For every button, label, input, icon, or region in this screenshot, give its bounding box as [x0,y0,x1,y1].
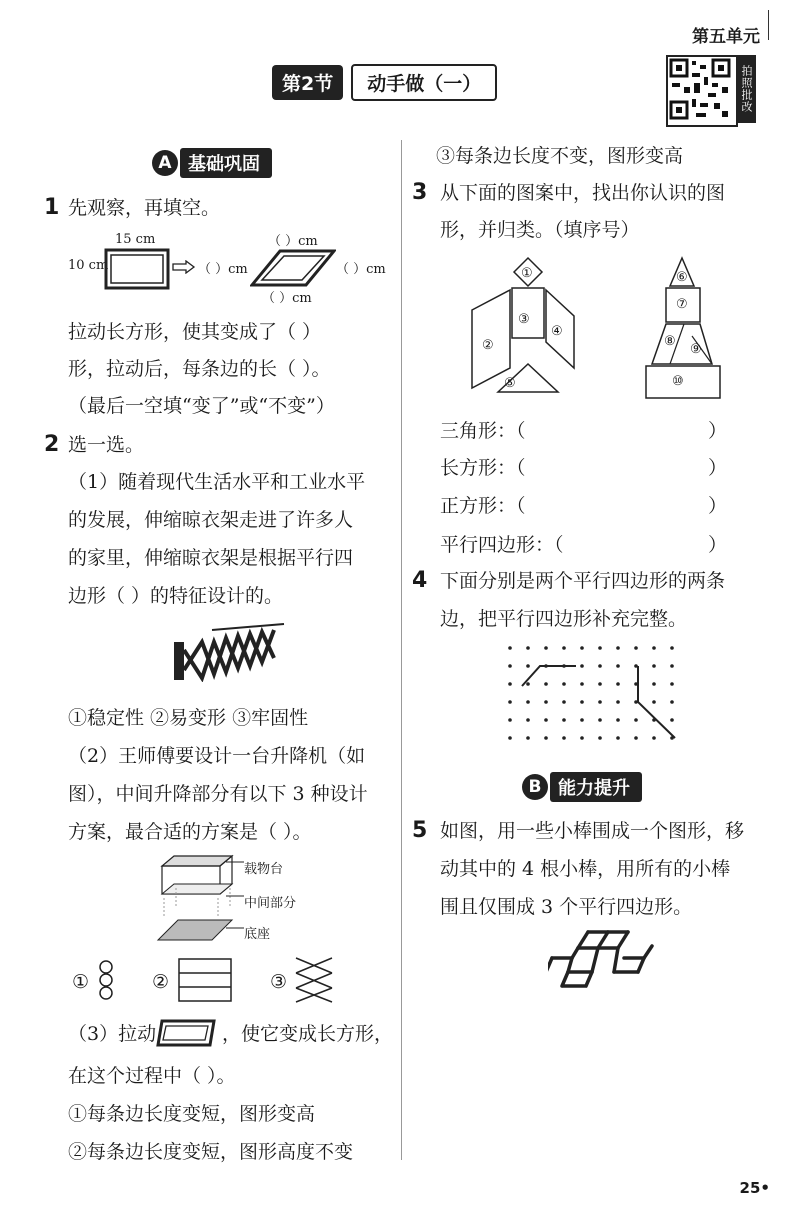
q3-cat-rectangle: 长方形：（ [440,457,526,479]
grid-dot [616,736,620,740]
q5-line-1: 如图，用一些小棒围成一个图形，移 [440,820,745,842]
arrow-right-icon [172,260,196,274]
grid-dot [526,664,530,668]
column-divider [401,140,402,1160]
grid-dot [526,736,530,740]
grid-dot [670,700,674,704]
q3-cat-triangle-end: ） [708,420,728,442]
q2-p3-option-2: ②每条边长度变短，图形高度不变 [68,1141,354,1163]
dot-grid [505,644,691,754]
grid-dot [544,700,548,704]
part-a-badge [152,148,272,178]
q3-number: 3 [412,180,428,205]
grid-dot [598,646,602,650]
fig-label-2: ② [482,338,494,353]
fig-label-4: ④ [551,324,563,339]
fig-label-7: ⑦ [676,297,688,312]
grid-dot [670,664,674,668]
choice-2-label: ② [152,971,170,993]
part-b-label: 能力提升 [550,772,642,802]
grid-dot [580,664,584,668]
lift-pointers [226,856,246,936]
grid-dot [508,682,512,686]
fig-label-9: ⑨ [690,342,702,357]
grid-dot [526,646,530,650]
grid-dot [634,736,638,740]
q2-p3-start: （3）拉动 [68,1023,157,1045]
choice-1-label: ① [72,971,90,993]
q3-cat-parallelogram-end: ） [708,534,728,556]
grid-dot [526,700,530,704]
grid-dot [580,736,584,740]
grid-dot [580,718,584,722]
grid-dot [652,646,656,650]
q2-text: 选一选。 [68,434,145,456]
grid-dot [670,646,674,650]
q2-p3-option-1: ①每条边长度变短，图形变高 [68,1103,316,1125]
grid-dot [508,718,512,722]
grid-dot [508,646,512,650]
q1-para-bottom-blank: （ ）cm [262,291,312,306]
q1-parallelogram-frame [250,248,336,288]
grid-dot [562,682,566,686]
grid-dot [652,682,656,686]
choice-1-circles [96,960,116,1000]
fig-label-6: ⑥ [676,270,688,285]
q1-line-1: 拉动长方形，使其变成了（ ） [68,321,322,343]
grid-dot [562,718,566,722]
section-tag: 第2节 [272,65,343,100]
q2-p2-line-3: 方案，最合适的方案是（ ）。 [68,821,312,843]
grid-dot [508,664,512,668]
q5-line-3: 围且仅围成 3 个平行四边形。 [440,896,693,918]
grid-dot [652,736,656,740]
grid-dot [616,700,620,704]
grid-dot [616,664,620,668]
q1-para-right-blank: （ ）cm [336,262,386,277]
q1-rect-left-label: 10 cm [68,258,109,273]
grid-dot [526,718,530,722]
grid-dot [580,646,584,650]
q3-cat-parallelogram: 平行四边形：（ [440,534,564,556]
grid-dot [616,682,620,686]
choice-3-crosses [294,956,334,1004]
fig-label-8: ⑧ [664,334,676,349]
grid-dot [508,700,512,704]
grid-dot [616,646,620,650]
choice-3-label: ③ [270,971,288,993]
grid-dot [508,736,512,740]
grid-dot [616,718,620,722]
q2-p3-option-3: ③每条边长度不变，图形变高 [436,145,684,167]
grid-dot [598,682,602,686]
section-name: 动手做（一） [351,64,497,101]
page-number: 25• [739,1179,770,1197]
grid-dot [544,682,548,686]
grid-dot [670,682,674,686]
fig-label-10: ⑩ [672,374,684,389]
part-a-letter: A [152,150,178,176]
q1-rect-top-label: 15 cm [115,232,156,247]
q2-p1-line-4: 边形（ ）的特征设计的。 [68,585,284,607]
grid-dot [598,664,602,668]
q3-line-2: 形，并归类。（填序号） [440,219,640,241]
grid-dot [544,718,548,722]
q1-mid-blank: （ ）cm [198,262,248,277]
part-b-letter: B [522,774,548,800]
grid-dot [526,682,530,686]
q3-line-1: 从下面的图案中，找出你认识的图 [440,182,726,204]
q1-text: 先观察，再填空。 [68,197,221,219]
q3-cat-triangle: 三角形：（ [440,420,526,442]
lift-label-mid: 中间部分 [244,896,297,911]
unit-label: 第五单元 [692,27,760,47]
q5-line-2: 动其中的 4 根小棒，用所有的小棒 [440,858,731,880]
q2-p1-line-2: 的发展，伸缩晾衣架走进了许多人 [68,509,354,531]
choice-2-rectangles [178,958,232,1002]
grid-dot [670,718,674,722]
clothes-rack-image [172,620,288,682]
q4-line-2: 边，把平行四边形补充完整。 [440,608,688,630]
grid-dot [562,646,566,650]
grid-dot [634,646,638,650]
q2-options-1: ①稳定性 ②易变形 ③牢固性 [68,707,309,729]
matchstick-figure [548,928,658,990]
q3-cat-square-end: ） [708,495,728,517]
q3-cat-rectangle-end: ） [708,457,728,479]
q1-number: 1 [44,195,60,220]
q2-p3-end: ，使它变成长方形， [222,1023,394,1045]
grid-dot [544,646,548,650]
q1-rectangle-frame [104,248,170,290]
section-title [272,62,497,102]
grid-dot [634,718,638,722]
q2-p3-line-2: 在这个过程中（ ）。 [68,1065,236,1087]
q4-line-1: 下面分别是两个平行四边形的两条 [440,570,726,592]
grid-dot [562,700,566,704]
qr-caption: 拍照批改 [736,55,756,123]
grid-dot [598,736,602,740]
grid-dot [598,718,602,722]
q2-p2-line-2: 图），中间升降部分有以下 3 种设计 [68,783,368,805]
grid-dot [562,736,566,740]
grid-dot [544,736,548,740]
q2-p2-line-1: （2）王师傅要设计一台升降机（如 [68,745,366,767]
fig-label-3: ③ [518,312,530,327]
q2-number: 2 [44,432,60,457]
unit-rule [768,10,769,40]
grid-dot [580,682,584,686]
q2-p1-line-1: （1）随着现代生活水平和工业水平 [68,471,366,493]
grid-dot [580,700,584,704]
lift-label-top: 载物台 [244,862,284,877]
q3-cat-square: 正方形：（ [440,495,526,517]
q2-p3-parallelogram-frame [156,1018,218,1048]
q1-para-top-blank: （ ）cm [268,234,318,249]
grid-dot [652,700,656,704]
fig-label-5: ⑤ [504,376,516,391]
grid-dot [652,664,656,668]
q1-line-3: （最后一空填“变了”或“不变”） [68,395,335,417]
part-a-label: 基础巩固 [180,148,272,178]
lift-label-base: 底座 [244,927,271,942]
q1-line-2: 形，拉动后，每条边的长（ ）。 [68,358,331,380]
part-b-badge [522,772,642,802]
q4-number: 4 [412,568,428,593]
fig-label-1: ① [521,266,533,281]
grid-dot [598,700,602,704]
q5-number: 5 [412,818,428,843]
qr-code-icon[interactable] [666,55,738,127]
q2-p1-line-3: 的家里，伸缩晾衣架是根据平行四 [68,547,354,569]
